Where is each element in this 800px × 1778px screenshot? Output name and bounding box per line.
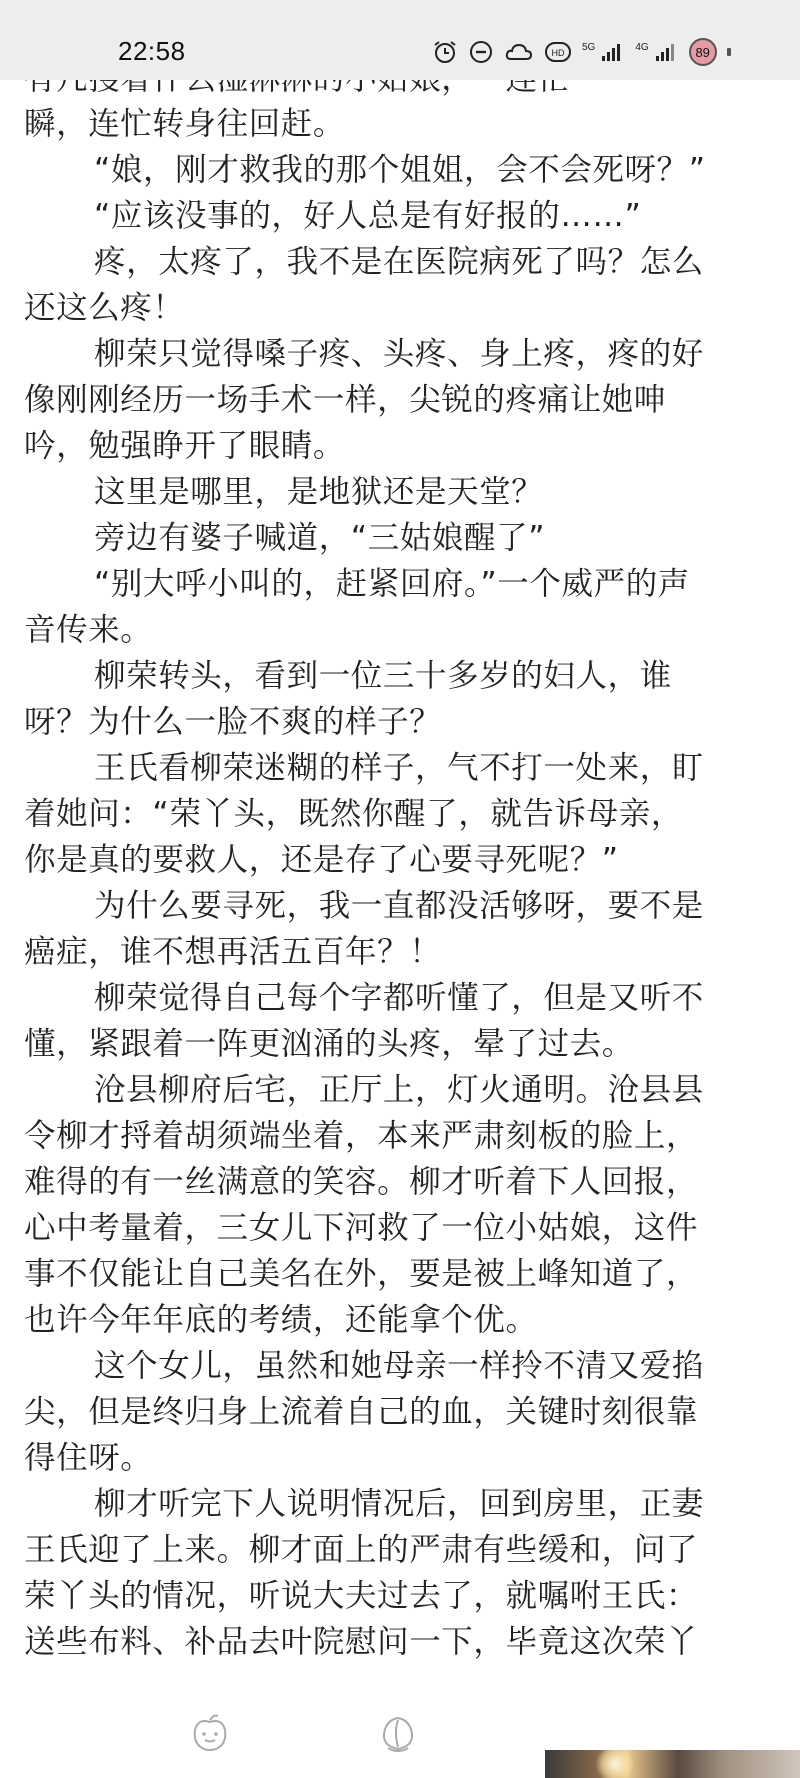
text-line: 事不仅能让自己美名在外，要是被上峰知道了， [24, 1256, 699, 1292]
status-bar [0, 0, 800, 80]
text-line: 为什么要寻死，我一直都没活够呀，要不是 [94, 888, 704, 924]
text-line: 王氏迎了上来。柳才面上的严肃有些缓和，问了 [24, 1532, 699, 1568]
svg-text:HD: HD [551, 48, 565, 58]
text-line: 旁边有婆子喊道，“三姑娘醒了” [94, 520, 546, 556]
text-line: 沧县柳府后宅，正厅上，灯火通明。沧县县 [94, 1072, 704, 1108]
text-line: 瞬，连忙转身往回赶。 [24, 106, 346, 142]
peach-icon[interactable] [376, 1710, 420, 1754]
thumbnail-highlight [595, 1750, 635, 1778]
alarm-icon [432, 39, 458, 65]
hd-call-icon [544, 39, 572, 65]
text-line: 也许今年年底的考绩，还能拿个优。 [24, 1302, 538, 1338]
cloud-icon [504, 39, 534, 65]
text-line: 难得的有一丝满意的笑容。柳才听着下人回报， [24, 1164, 699, 1200]
text-line: 呀？为什么一脸不爽的样子？ [24, 704, 442, 740]
signal-4g-icon [653, 39, 679, 65]
text-line: 柳荣转头，看到一位三十多岁的妇人，谁 [94, 658, 672, 694]
floating-thumbnail[interactable] [545, 1750, 800, 1778]
reader-content[interactable] [0, 55, 800, 1675]
text-line: 癌症，谁不想再活五百年？！ [24, 934, 442, 970]
text-line: 王氏看柳荣迷糊的样子，气不打一处来，盯 [94, 750, 704, 786]
text-line: 柳才听完下人说明情况后，回到房里，正妻 [94, 1486, 704, 1522]
network-5g-label: 5G [582, 41, 596, 53]
text-line: “应该没事的，好人总是有好报的……” [94, 198, 642, 234]
text-line: 像刚刚经历一场手术一样，尖锐的疼痛让她呻 [24, 382, 667, 418]
text-line: 尖，但是终归身上流着自己的血，关键时刻很靠 [24, 1394, 699, 1430]
battery-tip-icon [727, 39, 733, 65]
text-line: 你是真的要救人，还是存了心要寻死呢？” [24, 842, 619, 878]
text-line: 懂，紧跟着一阵更汹涌的头疼，晕了过去。 [24, 1026, 634, 1062]
battery-indicator: 89 [689, 38, 717, 66]
apple-face-icon[interactable] [188, 1710, 232, 1754]
text-line: 这个女儿，虽然和她母亲一样拎不清又爱掐 [94, 1348, 704, 1384]
text-line: 令柳才捋着胡须端坐着，本来严肃刻板的脸上， [24, 1118, 699, 1154]
status-icons [432, 38, 733, 66]
status-time: 22:58 [118, 36, 186, 66]
do-not-disturb-icon [468, 39, 494, 65]
text-line: 送些布料、补品去叶院慰问一下，毕竟这次荣丫 [24, 1624, 699, 1660]
text-line: 心中考量着，三女儿下河救了一位小姑娘，这件 [24, 1210, 699, 1246]
signal-5g-icon [599, 39, 625, 65]
text-line: “别大呼小叫的，赶紧回府。”一个威严的声 [94, 566, 690, 602]
text-line: 还这么疼！ [24, 290, 185, 326]
network-4g-label: 4G [635, 41, 649, 53]
text-line: 疼，太疼了，我不是在医院病死了吗？怎么 [94, 244, 704, 280]
text-line: 吟，勉强睁开了眼睛。 [24, 428, 346, 464]
text-line: 柳荣只觉得嗓子疼、头疼、身上疼，疼的好 [94, 336, 704, 372]
text-line: 着她问：“荣丫头，既然你醒了，就告诉母亲， [24, 796, 683, 832]
text-line: 柳荣觉得自己每个字都听懂了，但是又听不 [94, 980, 704, 1016]
text-line: “娘，刚才救我的那个姐姐，会不会死呀？” [94, 152, 706, 188]
text-line: 得住呀。 [24, 1440, 153, 1476]
text-line: 荣丫头的情况，听说大夫过去了，就嘱咐王氏： [24, 1578, 699, 1614]
text-line: 音传来。 [24, 612, 153, 648]
text-line: 这里是哪里，是地狱还是天堂？ [94, 474, 544, 510]
